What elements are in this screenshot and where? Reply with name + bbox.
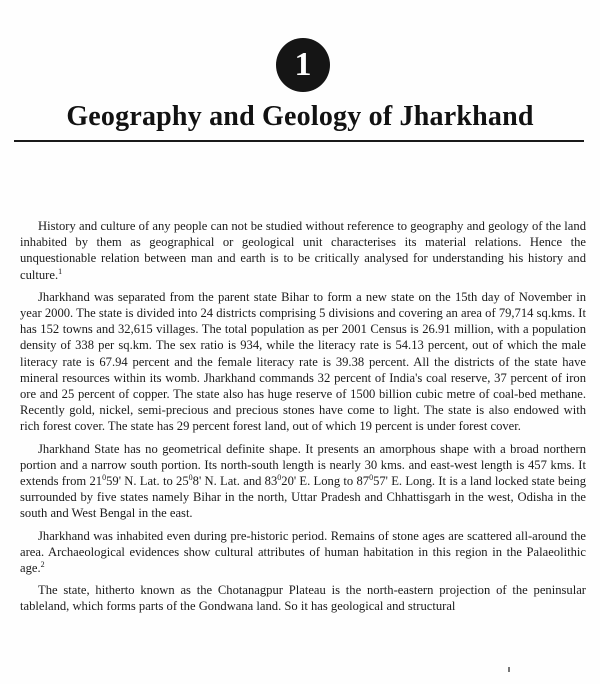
paragraph-1: History and culture of any people can not be studied without reference to geography and geology of the land inhabited by them as geographical or geological unit characterises its material relations. Hence the unquestionable relation between man and earth is to be critically analysed for understanding his history and culture.$^1$ [20,219,586,282]
chapter-title: Geography and Geology of Jharkhand [66,101,534,132]
paragraph-5: The state, hitherto known as the Chotanagpur Plateau is the north-eastern projection of the peninsular tableland, which forms parts of the Gondwana land. So it has geological and structural [20,583,586,614]
chapter-number-badge [276,38,330,92]
stray-mark [508,667,510,672]
footnote-ref-2: 2 [40,559,45,569]
title-rule [14,140,584,142]
paragraph-4: Jharkhand was inhabited even during pre-historic period. Remains of stone ages are scattered all-around the area. Archaeological evidences show cultural attributes of human habitation in this region in the Palaeolithic age.$^2$ [20,528,586,576]
chapter-body [20,218,586,621]
chapter-number: 1 [294,46,312,83]
paragraph-3: Jharkhand State has no geometrical definite shape. It presents an amorphous shape with a broad northern portion and a narrow south portion. Its north-south length is nearly 30 kms. and east-west length is 457 kms. It extends from $21^059'$ N. Lat. to $25^08'$ N. Lat. and $83^020'$ E. Long to $87^057'$ E. Long. It is a land locked state being surrounded by five states namely Bihar in the north, Uttar Pradesh and Chhattisgarh in the west, Odisha in the south and West Bengal in the east. [20,441,586,521]
footnote-ref-1: 1 [58,266,63,276]
paragraph-2: Jharkhand was separated from the parent state Bihar to form a new state on the 15th day of November in year 2000. The state is divided into 24 districts comprising 5 divisions and covering an area of 79,714 sq.kms. It has 152 towns and 32,615 villages. The total population as per 2001 Census is 26.91 million, with a population density of 338 per sq.km. The sex ratio is 934, while the literacy rate is 54.13 percent, out of which the male literacy rate is 67.94 percent and the female literacy rate is 39.38 percent. All the districts of the state have mineral resources within its womb. Jharkhand commands 32 percent of India's coal reserve, 37 percent of iron ore and 25 percent of copper. The state also has huge reserve of 1500 billion cubic metre of coal-bed methane. Recently gold, nickel, semi-precious and precious stones have come to light. The state is also endowed with rich forest cover. The state has 29 percent forest land, out of which 19 percent is under forest cover. [20,289,586,434]
